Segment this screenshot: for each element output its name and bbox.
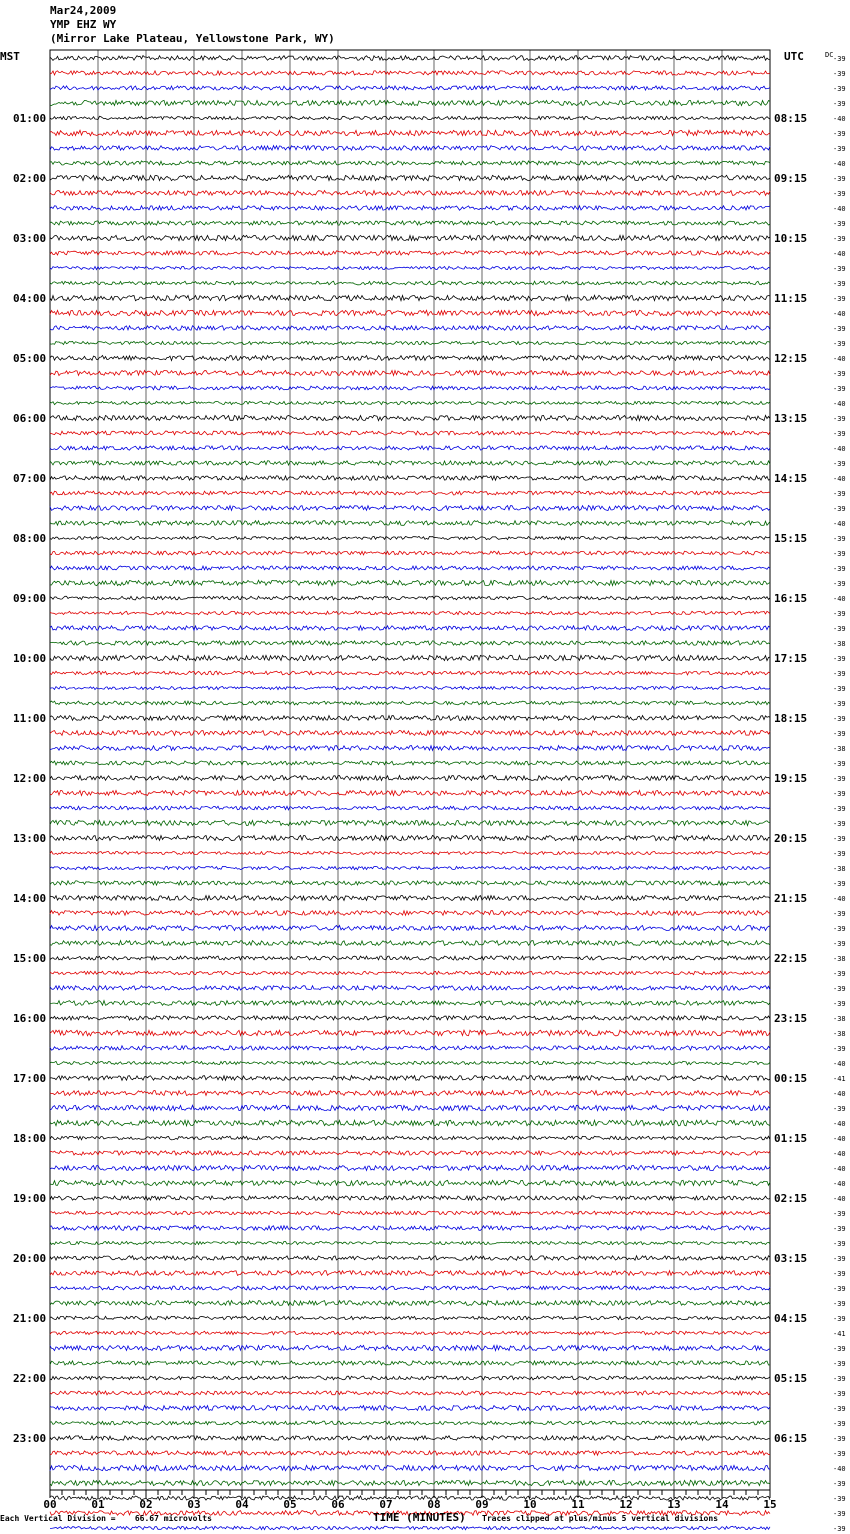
dc-offset-label: -40 — [833, 160, 846, 168]
trace-row — [50, 746, 770, 751]
trace-row — [50, 551, 770, 555]
right-hour-label: 02:15 — [774, 1192, 808, 1205]
dc-label: DC — [825, 51, 834, 59]
dc-offset-label: -39 — [833, 910, 846, 918]
dc-offset-label: -39 — [833, 685, 846, 693]
trace-row — [50, 1091, 770, 1096]
left-hour-label: 21:00 — [13, 1312, 47, 1325]
trace-row — [50, 130, 770, 135]
dc-offset-label: -39 — [833, 820, 846, 828]
trace-row — [50, 175, 770, 180]
x-tick-label: 11 — [571, 1498, 585, 1511]
dc-offset-label: -39 — [833, 325, 846, 333]
x-tick-label: 03 — [187, 1498, 201, 1511]
left-hour-label: 16:00 — [13, 1012, 47, 1025]
trace-row — [50, 56, 770, 61]
trace-row — [50, 626, 770, 631]
dc-offset-label: -40 — [833, 595, 846, 603]
dc-offset-label: -39 — [833, 265, 846, 273]
trace-row — [50, 1076, 770, 1081]
right-hour-label: 18:15 — [774, 712, 808, 725]
trace-row — [50, 401, 770, 404]
left-hour-label: 06:00 — [13, 412, 47, 425]
trace-row — [50, 1436, 770, 1440]
dc-offset-label: -39 — [833, 925, 846, 933]
dc-offset-label: -39 — [833, 655, 846, 663]
dc-offset-label: -39 — [833, 190, 846, 198]
dc-offset-label: -39 — [833, 1525, 846, 1533]
trace-row — [50, 1331, 770, 1335]
trace-row — [50, 446, 770, 450]
trace-row — [50, 1061, 770, 1064]
trace-row — [50, 791, 770, 796]
trace-row — [50, 716, 770, 721]
trace-row — [50, 266, 770, 269]
dc-offset-label: -39 — [833, 1390, 846, 1398]
dc-offset-label: -40 — [833, 1465, 846, 1473]
dc-offset-label: -39 — [833, 790, 846, 798]
seismic-traces — [50, 56, 770, 1534]
right-hour-label: 11:15 — [774, 292, 808, 305]
right-hour-label: 01:15 — [774, 1132, 808, 1145]
dc-offset-label: -39 — [833, 100, 846, 108]
dc-offset-label: -40 — [833, 895, 846, 903]
trace-row — [50, 1406, 770, 1411]
dc-offset-label: -39 — [833, 535, 846, 543]
trace-row — [50, 1526, 770, 1529]
trace-row — [50, 1211, 770, 1215]
dc-offset-label: -39 — [833, 460, 846, 468]
dc-offset-label: -39 — [833, 1045, 846, 1053]
dc-offset-label: -39 — [833, 610, 846, 618]
dc-offset-label: -39 — [833, 1345, 846, 1353]
dc-offset-label: -39 — [833, 760, 846, 768]
dc-offset-label: -39 — [833, 1405, 846, 1413]
dc-offset-label: -38 — [833, 640, 846, 648]
trace-row — [50, 911, 770, 916]
dc-offset-label: -39 — [833, 1435, 846, 1443]
x-tick-label: 04 — [235, 1498, 249, 1511]
trace-row — [50, 701, 770, 705]
x-tick-label: 00 — [43, 1498, 57, 1511]
trace-row — [50, 1421, 770, 1425]
dc-offset-label: -39 — [833, 1270, 846, 1278]
left-hour-label: 03:00 — [13, 232, 47, 245]
x-axis-title: TIME (MINUTES) — [373, 1511, 466, 1524]
left-hour-label: 10:00 — [13, 652, 47, 665]
dc-offset-label: -39 — [833, 850, 846, 858]
right-hour-label: 09:15 — [774, 172, 808, 185]
trace-row — [50, 71, 770, 75]
dc-offset-label: -40 — [833, 1180, 846, 1188]
trace-row — [50, 1451, 770, 1455]
dc-offset-label: -39 — [833, 490, 846, 498]
dc-offset-label: -39 — [833, 1105, 846, 1113]
trace-row — [50, 761, 770, 765]
trace-row — [50, 1241, 770, 1244]
x-tick-label: 15 — [763, 1498, 777, 1511]
trace-row — [50, 956, 770, 960]
x-tick-label: 08 — [427, 1498, 441, 1511]
trace-row — [50, 326, 770, 330]
trace-row — [50, 671, 770, 675]
trace-row — [50, 281, 770, 285]
trace-row — [50, 835, 770, 840]
dc-offset-label: -39 — [833, 235, 846, 243]
left-hour-label: 07:00 — [13, 472, 47, 485]
left-hour-label: 20:00 — [13, 1252, 47, 1265]
dc-offset-label: -39 — [833, 1255, 846, 1263]
trace-row — [50, 146, 770, 151]
right-hour-label: 13:15 — [774, 412, 808, 425]
dc-offset-label: -41 — [833, 1075, 846, 1083]
trace-row — [50, 521, 770, 526]
dc-offset-label: -40 — [833, 310, 846, 318]
station-label: YMP EHZ WY — [50, 18, 117, 31]
clip-note: Traces clipped at plus/minus 5 vertical divisions — [482, 1514, 719, 1523]
trace-row — [50, 386, 770, 390]
dc-offset-label: -39 — [833, 295, 846, 303]
trace-row — [50, 235, 770, 240]
right-hour-label: 00:15 — [774, 1072, 808, 1085]
dc-offset-label: -39 — [833, 175, 846, 183]
left-hour-label: 15:00 — [13, 952, 47, 965]
trace-row — [50, 1030, 770, 1036]
dc-offset-label: -39 — [833, 775, 846, 783]
dc-offset-label: -40 — [833, 400, 846, 408]
trace-row — [50, 1105, 770, 1110]
trace-row — [50, 941, 770, 946]
trace-row — [50, 491, 770, 495]
left-hour-label: 05:00 — [13, 352, 47, 365]
dc-offset-label: -40 — [833, 520, 846, 528]
right-tz-label: UTC — [784, 50, 804, 63]
dc-offset-label: -39 — [833, 1450, 846, 1458]
left-hour-label: 17:00 — [13, 1072, 47, 1085]
dc-offset-label: -40 — [833, 445, 846, 453]
left-hour-label: 12:00 — [13, 772, 47, 785]
left-hour-label: 22:00 — [13, 1372, 47, 1385]
left-hour-label: 02:00 — [13, 172, 47, 185]
trace-row — [50, 596, 770, 600]
dc-offset-label: -39 — [833, 985, 846, 993]
right-hour-label: 23:15 — [774, 1012, 808, 1025]
x-tick-label: 02 — [139, 1498, 153, 1511]
dc-offset-label: -39 — [833, 715, 846, 723]
trace-row — [50, 1046, 770, 1050]
right-hour-label: 12:15 — [774, 352, 808, 365]
trace-row — [50, 1361, 770, 1365]
left-hour-label: 19:00 — [13, 1192, 47, 1205]
x-tick-label: 12 — [619, 1498, 633, 1511]
trace-row — [50, 161, 770, 165]
right-hour-label: 21:15 — [774, 892, 808, 905]
trace-row — [50, 1226, 770, 1231]
trace-row — [50, 356, 770, 361]
trace-row — [50, 1345, 770, 1350]
trace-row — [50, 566, 770, 570]
dc-offset-label: -39 — [833, 1225, 846, 1233]
dc-offset-label: -39 — [833, 145, 846, 153]
dc-offset-label: -39 — [833, 505, 846, 513]
dc-offset-label: -40 — [833, 1120, 846, 1128]
dc-offset-label: -39 — [833, 625, 846, 633]
trace-row — [50, 1136, 770, 1140]
date-label: Mar24,2009 — [50, 4, 117, 17]
trace-row — [50, 1480, 770, 1485]
left-tz-label: MST — [0, 50, 20, 63]
right-hour-label: 15:15 — [774, 532, 808, 545]
x-tick-label: 06 — [331, 1498, 345, 1511]
trace-row — [50, 1001, 770, 1006]
dc-offset-label: -39 — [833, 370, 846, 378]
trace-row — [50, 86, 770, 90]
dc-offset-label: -39 — [833, 1480, 846, 1488]
left-hour-label: 23:00 — [13, 1432, 47, 1445]
dc-offset-label: -39 — [833, 1495, 846, 1503]
x-tick-label: 09 — [475, 1498, 489, 1511]
right-hour-label: 05:15 — [774, 1372, 808, 1385]
dc-offset-label: -39 — [833, 580, 846, 588]
trace-row — [50, 580, 770, 585]
dc-offset-label: -39 — [833, 430, 846, 438]
right-hour-label: 17:15 — [774, 652, 808, 665]
x-tick-label: 13 — [667, 1498, 681, 1511]
dc-offset-label: -39 — [833, 880, 846, 888]
left-hour-label: 18:00 — [13, 1132, 47, 1145]
dc-offset-label: -41 — [833, 1330, 846, 1338]
trace-row — [50, 820, 770, 825]
left-hour-label: 08:00 — [13, 532, 47, 545]
dc-offset-label: -38 — [833, 1030, 846, 1038]
trace-row — [50, 731, 770, 736]
trace-row — [50, 310, 770, 315]
trace-row — [50, 851, 770, 854]
left-hour-label: 13:00 — [13, 832, 47, 845]
dc-offset-label: -39 — [833, 340, 846, 348]
dc-offset-label: -39 — [833, 1510, 846, 1518]
dc-offset-label: -39 — [833, 1285, 846, 1293]
x-tick-label: 07 — [379, 1498, 393, 1511]
x-tick-label: 10 — [523, 1498, 537, 1511]
left-hour-label: 11:00 — [13, 712, 47, 725]
dc-offset-label: -38 — [833, 865, 846, 873]
trace-row — [50, 1376, 770, 1380]
trace-row — [50, 686, 770, 689]
trace-row — [50, 1016, 770, 1020]
trace-row — [50, 116, 770, 119]
dc-offset-label: -40 — [833, 1060, 846, 1068]
trace-row — [50, 866, 770, 869]
dc-offset-label: -38 — [833, 955, 846, 963]
trace-row — [50, 881, 770, 885]
trace-row — [50, 1391, 770, 1395]
dc-offset-label: -40 — [833, 1165, 846, 1173]
right-hour-label: 10:15 — [774, 232, 808, 245]
dc-offset-label: -40 — [833, 1195, 846, 1203]
dc-offset-label: -40 — [833, 355, 846, 363]
trace-row — [50, 655, 770, 660]
trace-row — [50, 1180, 770, 1185]
dc-offset-label: -40 — [833, 1090, 846, 1098]
trace-row — [50, 206, 770, 210]
dc-offset-label: -39 — [833, 70, 846, 78]
trace-row — [50, 506, 770, 511]
trace-row — [50, 986, 770, 991]
dc-offset-label: -39 — [833, 700, 846, 708]
dc-offset-label: -39 — [833, 940, 846, 948]
dc-offset-label: -39 — [833, 1360, 846, 1368]
trace-row — [50, 536, 770, 539]
dc-offset-label: -39 — [833, 550, 846, 558]
trace-row — [50, 1286, 770, 1290]
dc-offset-label: -39 — [833, 280, 846, 288]
right-hour-label: 16:15 — [774, 592, 808, 605]
dc-offset-label: -39 — [833, 85, 846, 93]
trace-row — [50, 371, 770, 376]
dc-offset-label: -40 — [833, 250, 846, 258]
trace-row — [50, 1120, 770, 1126]
right-hour-label: 04:15 — [774, 1312, 808, 1325]
trace-row — [50, 221, 770, 225]
dc-offset-label: -39 — [833, 55, 846, 63]
plot-frame — [50, 50, 770, 1490]
vertical-division-note: Each Vertical Division = 66.67 microvolts — [0, 1514, 212, 1523]
trace-row — [50, 1301, 770, 1306]
dc-offset-label: -39 — [833, 1300, 846, 1308]
right-hour-label: 14:15 — [774, 472, 808, 485]
trace-row — [50, 1465, 770, 1470]
dc-offset-label: -39 — [833, 670, 846, 678]
dc-offset-label: -40 — [833, 115, 846, 123]
dc-offset-label: -39 — [833, 130, 846, 138]
left-hour-label: 09:00 — [13, 592, 47, 605]
trace-row — [50, 896, 770, 901]
dc-offset-label: -39 — [833, 1420, 846, 1428]
trace-row — [50, 1196, 770, 1200]
trace-row — [50, 341, 770, 344]
right-hour-label: 19:15 — [774, 772, 808, 785]
location-label: (Mirror Lake Plateau, Yellowstone Park, WY) — [50, 32, 335, 45]
right-hour-label: 22:15 — [774, 952, 808, 965]
dc-offset-label: -38 — [833, 745, 846, 753]
x-tick-label: 01 — [91, 1498, 105, 1511]
dc-offset-label: -40 — [833, 475, 846, 483]
dc-offset-label: -38 — [833, 1015, 846, 1023]
trace-row — [50, 100, 770, 105]
trace-row — [50, 295, 770, 300]
trace-row — [50, 611, 770, 614]
trace-row — [50, 1271, 770, 1276]
dc-offset-label: -39 — [833, 220, 846, 228]
right-hour-label: 03:15 — [774, 1252, 808, 1265]
x-tick-label: 05 — [283, 1498, 297, 1511]
trace-row — [50, 1316, 770, 1320]
left-hour-label: 14:00 — [13, 892, 47, 905]
trace-row — [50, 1165, 770, 1170]
dc-offset-label: -39 — [833, 730, 846, 738]
trace-row — [50, 461, 770, 465]
left-hour-label: 04:00 — [13, 292, 47, 305]
right-hour-label: 20:15 — [774, 832, 808, 845]
left-hour-label: 01:00 — [13, 112, 47, 125]
dc-offset-label: -39 — [833, 415, 846, 423]
dc-offset-label: -39 — [833, 1240, 846, 1248]
dc-offset-label: -40 — [833, 1150, 846, 1158]
trace-row — [50, 926, 770, 931]
trace-row — [50, 431, 770, 435]
trace-row — [50, 251, 770, 255]
dc-offset-label: -39 — [833, 805, 846, 813]
trace-row — [50, 415, 770, 420]
dc-offset-label: -40 — [833, 205, 846, 213]
dc-offset-label: -39 — [833, 970, 846, 978]
right-hour-label: 08:15 — [774, 112, 808, 125]
trace-row — [50, 1151, 770, 1155]
trace-row — [50, 476, 770, 480]
trace-row — [50, 971, 770, 974]
dc-offset-label: -39 — [833, 385, 846, 393]
dc-offset-label: -40 — [833, 1135, 846, 1143]
dc-offset-label: -39 — [833, 1000, 846, 1008]
dc-offset-label: -39 — [833, 565, 846, 573]
trace-row — [50, 191, 770, 196]
dc-offset-label: -39 — [833, 1210, 846, 1218]
axis-labels — [0, 50, 846, 1534]
trace-row — [50, 641, 770, 645]
trace-row — [50, 1496, 770, 1500]
trace-row — [50, 776, 770, 781]
dc-offset-label: -39 — [833, 1375, 846, 1383]
trace-row — [50, 1256, 770, 1260]
right-hour-label: 06:15 — [774, 1432, 808, 1445]
x-tick-label: 14 — [715, 1498, 729, 1511]
dc-offset-label: -39 — [833, 1315, 846, 1323]
trace-row — [50, 806, 770, 810]
dc-offset-label: -39 — [833, 835, 846, 843]
